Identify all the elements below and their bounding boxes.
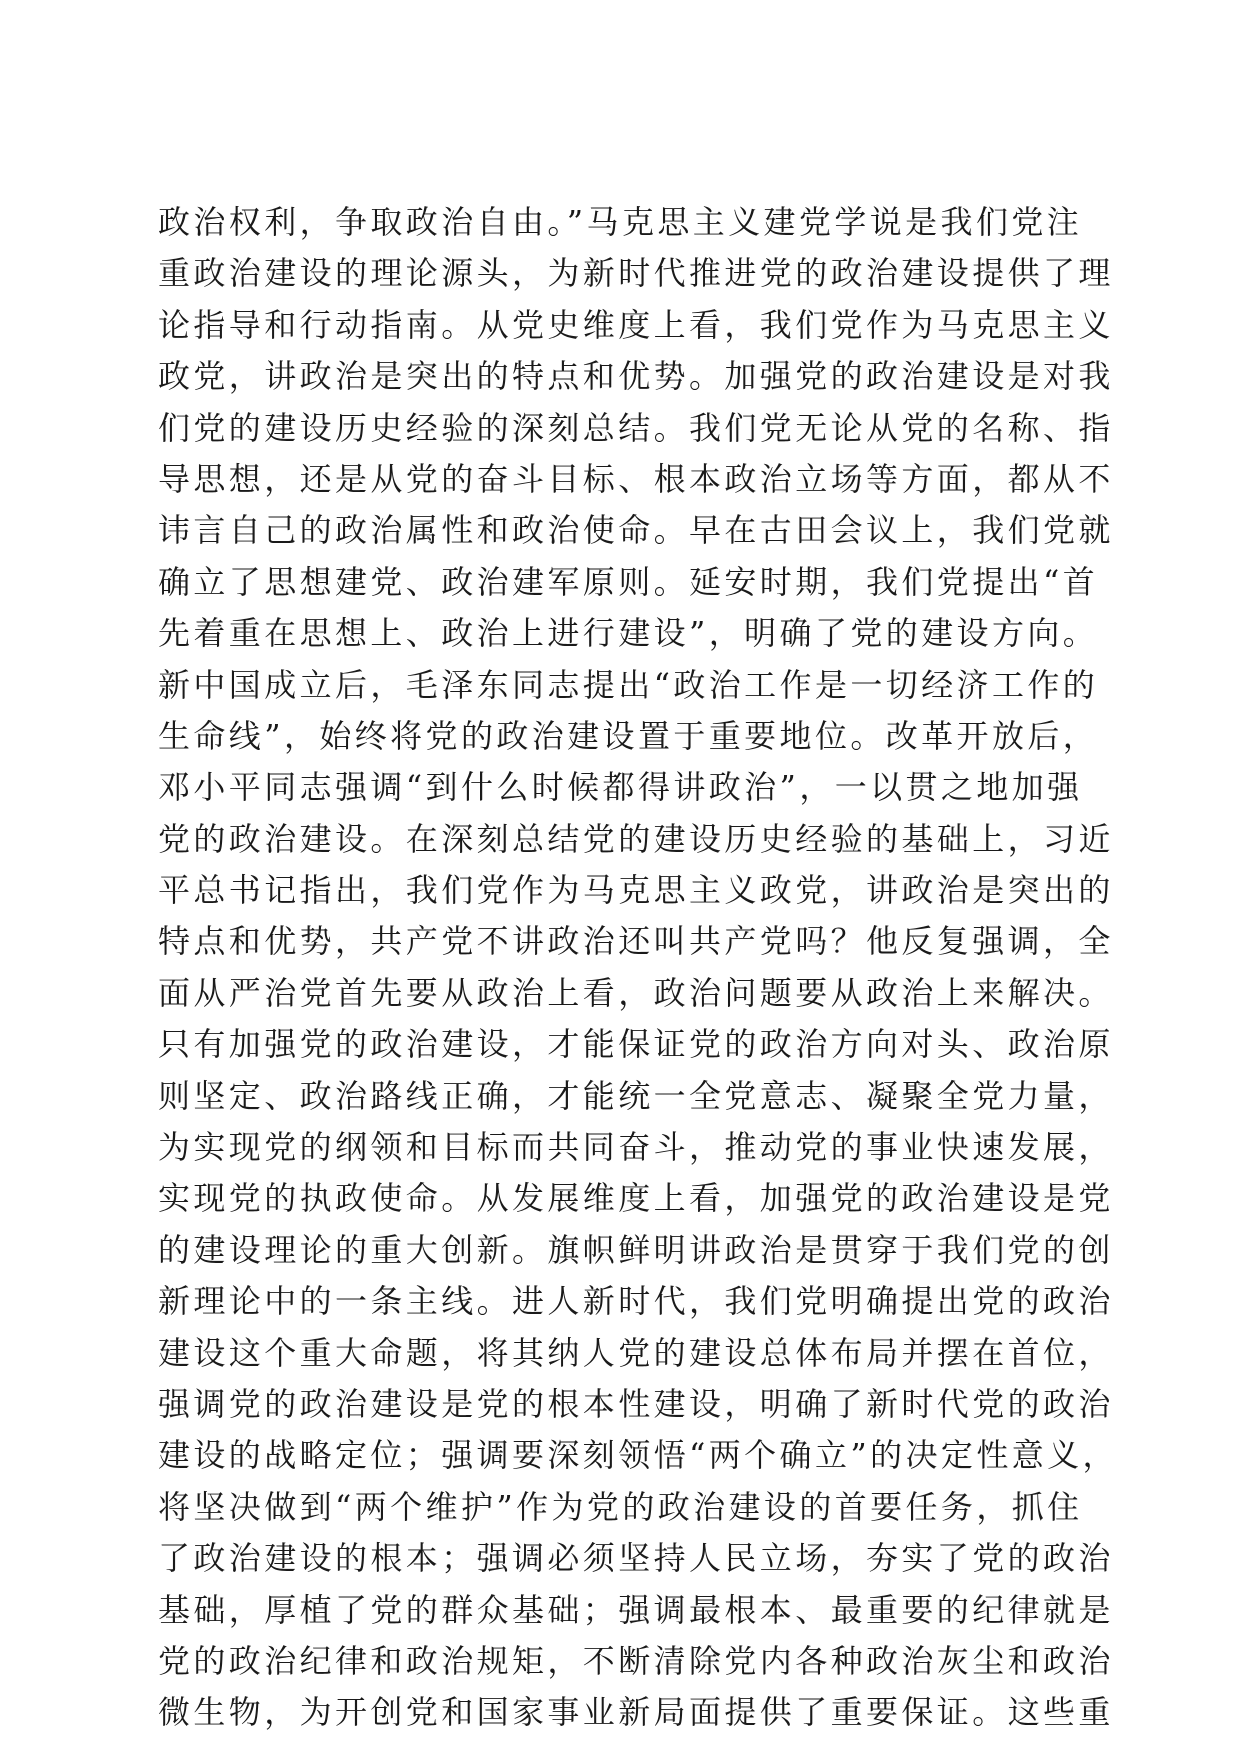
text-line: 则坚定、政治路线正确，才能统一全党意志、凝聚全党力量， <box>158 1076 1114 1115</box>
text-line: 了政治建设的根本；强调必须坚持人民立场，夯实了党的政治 <box>158 1539 1114 1578</box>
text-line: 将坚决做到“两个维护”作为党的政治建设的首要任务，抓住 <box>158 1487 1083 1526</box>
text-line: 基础，厚植了党的群众基础；强调最根本、最重要的纪律就是 <box>158 1590 1114 1629</box>
text-line: 平总书记指出，我们党作为马克思主义政党，讲政治是突出的 <box>158 871 1114 910</box>
text-line: 们党的建设历史经验的深刻总结。我们党无论从党的名称、指 <box>158 408 1114 447</box>
text-line: 面从严治党首先要从政治上看，政治问题要从政治上来解决。 <box>158 973 1114 1012</box>
text-line: 建设的战略定位；强调要深刻领悟“两个确立”的决定性意义， <box>158 1436 1118 1475</box>
text-line: 党的政治纪律和政治规矩，不断清除党内各种政治灰尘和政治 <box>158 1641 1114 1680</box>
text-line: 政党，讲政治是突出的特点和优势。加强党的政治建设是对我 <box>158 357 1114 396</box>
text-line: 实现党的执政使命。从发展维度上看，加强党的政治建设是党 <box>158 1179 1114 1218</box>
text-line: 重政治建设的理论源头，为新时代推进党的政治建设提供了理 <box>158 254 1114 293</box>
text-line: 新中国成立后，毛泽东同志提出“政治工作是一切经济工作的 <box>158 665 1099 704</box>
text-line: 新理论中的一条主线。进人新时代，我们党明确提出党的政治 <box>158 1282 1114 1321</box>
text-line: 论指导和行动指南。从党史维度上看，我们党作为马克思主义 <box>158 305 1114 344</box>
text-line: 导思想，还是从党的奋斗目标、根本政治立场等方面，都从不 <box>158 459 1114 498</box>
text-line: 只有加强党的政治建设，才能保证党的政治方向对头、政治原 <box>158 1025 1114 1064</box>
text-line: 邓小平同志强调“到什么时候都得讲政治”，一以贯之地加强 <box>158 768 1083 807</box>
text-line: 生命线”，始终将党的政治建设置于重要地位。改革开放后， <box>158 716 1099 755</box>
text-line: 特点和优势，共产党不讲政治还叫共产党吗？他反复强调，全 <box>158 922 1114 961</box>
text-line: 讳言自己的政治属性和政治使命。早在古田会议上，我们党就 <box>158 511 1114 550</box>
text-line: 建设这个重大命题，将其纳人党的建设总体布局并摆在首位， <box>158 1333 1114 1372</box>
text-line: 党的政治建设。在深刻总结党的建设历史经验的基础上，习近 <box>158 819 1114 858</box>
body-text <box>158 197 1118 1739</box>
text-line: 政治权利，争取政治自由。”马克思主义建党学说是我们党注 <box>158 203 1083 241</box>
text-line: 先着重在思想上、政治上进行建设”，明确了党的建设方向。 <box>158 614 1099 653</box>
text-line: 确立了思想建党、政治建军原则。延安时期，我们党提出“首 <box>158 562 1099 601</box>
text-line: 强调党的政治建设是党的根本性建设，明确了新时代党的政治 <box>158 1384 1114 1423</box>
text-line: 的建设理论的重大创新。旗帜鲜明讲政治是贯穿于我们党的创 <box>158 1230 1114 1269</box>
text-line: 为实现党的纲领和目标而共同奋斗，推动党的事业快速发展， <box>158 1128 1114 1167</box>
text-line: 微生物，为开创党和国家事业新局面提供了重要保证。这些重 <box>158 1693 1114 1732</box>
